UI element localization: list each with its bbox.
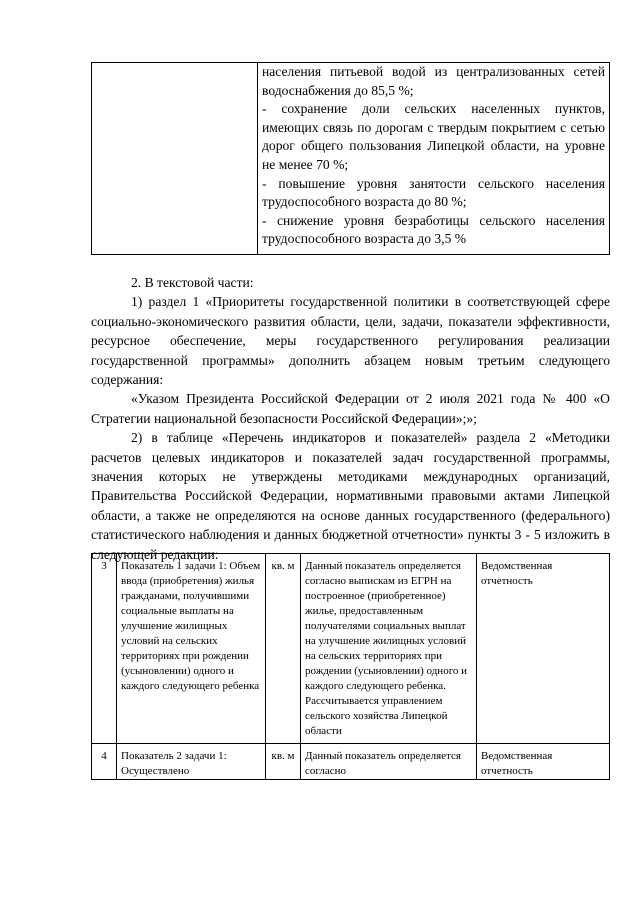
target-item: - снижение уровня безработицы сельского населения трудоспособного возраста до 3,5 % [262, 212, 605, 247]
amendment-text [91, 273, 610, 564]
table-row [92, 744, 610, 780]
table-row [92, 63, 610, 255]
calculation-method: Данный показатель определяется согласно выпискам из ЕГРН на построенное (приобретенное) жилье, предоставленным получателями социальных выплат на улучшение жилищных условий на сельских территориях при рождении (усыновлении) одного и каждого следующего ребенка. Рассчитывается управлением сельского хозяйства Липецкой области [301, 554, 477, 744]
indicator-name: Показатель 1 задачи 1: Объем ввода (приобретения) жилья гражданами, получившими социальные выплаты на улучшение жилищных условий на сельских территориях при рождении (усыновлении) одного и каждого следующего ребенка [117, 554, 266, 744]
paragraph-item-2: 2) в таблице «Перечень индикаторов и показателей» раздела 2 «Методики расчетов целевых индикаторов и показателей задач государственной программы, значения которых не утверждены методиками международных организаций, Правительства Российской Федерации, нормативными правовыми актами Липецкой области, а также не определяются на основе данных государственного (федерального) статистического наблюдения и данных бюджетной отчетности» пункты 3 - 5 изложить в следующей редакции: [91, 430, 610, 562]
unit-of-measure: кв. м [266, 744, 301, 780]
data-source: Ведомственная отчетность [477, 744, 610, 780]
targets-cell [258, 63, 610, 255]
unit-of-measure: кв. м [266, 554, 301, 744]
target-item: - сохранение доли сельских населенных пунктов, имеющих связь по дорогам с твердым покрытием с сетью дорог общего пользования Липецкой области, на уровне не менее 70 %; [262, 101, 605, 172]
table-row [92, 554, 610, 744]
paragraph-quote: «Указом Президента Российской Федерации от 2 июля 2021 года № 400 «О Стратегии национальной безопасности Российской Федерации»;»; [91, 391, 610, 426]
indicators-table [91, 553, 610, 780]
empty-cell [92, 63, 258, 255]
continuation-table [91, 62, 610, 255]
target-item: населения питьевой водой из централизованных сетей водоснабжения до 85,5 %; [262, 64, 605, 98]
indicator-name: Показатель 2 задачи 1: Осуществлено [117, 744, 266, 780]
section-heading: 2. В текстовой части: [131, 275, 254, 290]
paragraph-item-1: 1) раздел 1 «Приоритеты государственной политики в соответствующей сфере социально-экономического развития области, цели, задачи, показатели эффективности, ресурсное обеспечение, меры государственного регулирования реализации государственной программы» дополнить абзацем новым третьим следующего содержания: [91, 294, 610, 388]
calculation-method: Данный показатель определяется согласно [301, 744, 477, 780]
row-number: 3 [92, 554, 117, 744]
data-source: Ведомственная отчетность [477, 554, 610, 744]
row-number: 4 [92, 744, 117, 780]
target-item: - повышение уровня занятости сельского населения трудоспособного возраста до 80 %; [262, 175, 605, 210]
